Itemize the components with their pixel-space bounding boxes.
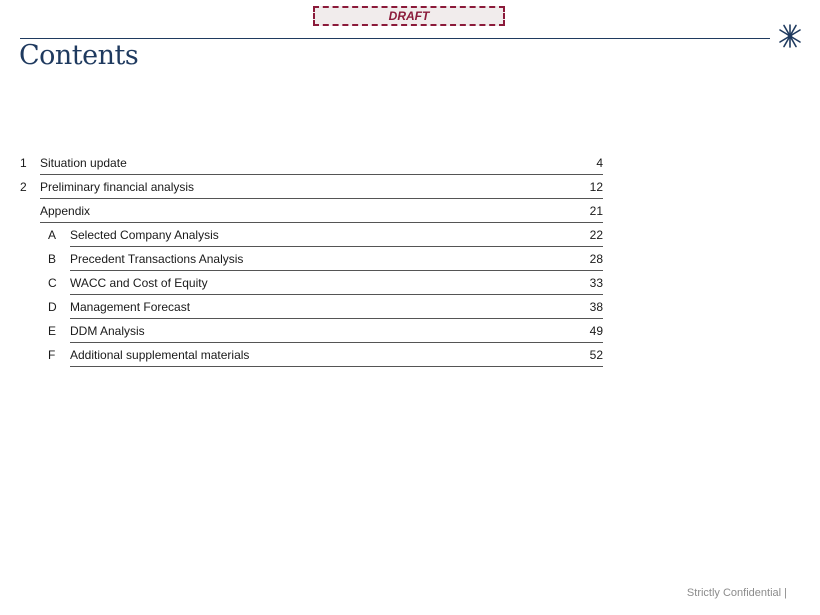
toc-number: E (48, 324, 57, 338)
asterisk-star-icon (776, 22, 804, 50)
toc-row[interactable] (20, 319, 603, 343)
toc-row[interactable] (20, 199, 603, 223)
toc-label: Situation update (40, 156, 127, 170)
toc-label: Selected Company Analysis (70, 228, 219, 242)
toc-row[interactable] (20, 271, 603, 295)
toc-number: B (48, 252, 57, 266)
toc-page-number: 22 (589, 228, 603, 242)
toc-label: Preliminary financial analysis (40, 180, 195, 194)
toc-page-number: 12 (589, 180, 603, 194)
toc-label: Appendix (40, 204, 91, 218)
toc-page-number: 21 (589, 204, 603, 218)
toc-label: Additional supplemental materials (70, 348, 250, 362)
toc-row[interactable] (20, 223, 603, 247)
toc-page-number: 52 (589, 348, 603, 362)
footer-confidential: Strictly Confidential | (686, 587, 787, 599)
toc-number: F (48, 348, 56, 362)
toc-page-number: 33 (589, 276, 603, 290)
toc-label: WACC and Cost of Equity (70, 276, 208, 290)
toc-number: D (48, 300, 57, 314)
toc-page-number: 28 (589, 252, 603, 266)
toc-divider (70, 366, 603, 367)
page-title: Contents (19, 40, 139, 71)
toc-number: 1 (20, 156, 27, 170)
header-rule (20, 38, 770, 39)
toc-number: 2 (20, 180, 27, 194)
toc-page-number: 4 (596, 156, 603, 170)
toc-label: Management Forecast (70, 300, 191, 314)
toc-number: A (48, 228, 57, 242)
toc-page-number: 38 (589, 300, 603, 314)
toc-label: Precedent Transactions Analysis (70, 252, 244, 266)
draft-stamp: DRAFT (313, 6, 505, 26)
toc-page-number: 49 (589, 324, 603, 338)
toc-row[interactable] (20, 151, 603, 175)
toc-number: C (48, 276, 57, 290)
toc-row[interactable] (20, 343, 603, 367)
toc-row[interactable] (20, 175, 603, 199)
toc-row[interactable] (20, 295, 603, 319)
toc-row[interactable] (20, 247, 603, 271)
toc-label: DDM Analysis (70, 324, 145, 338)
